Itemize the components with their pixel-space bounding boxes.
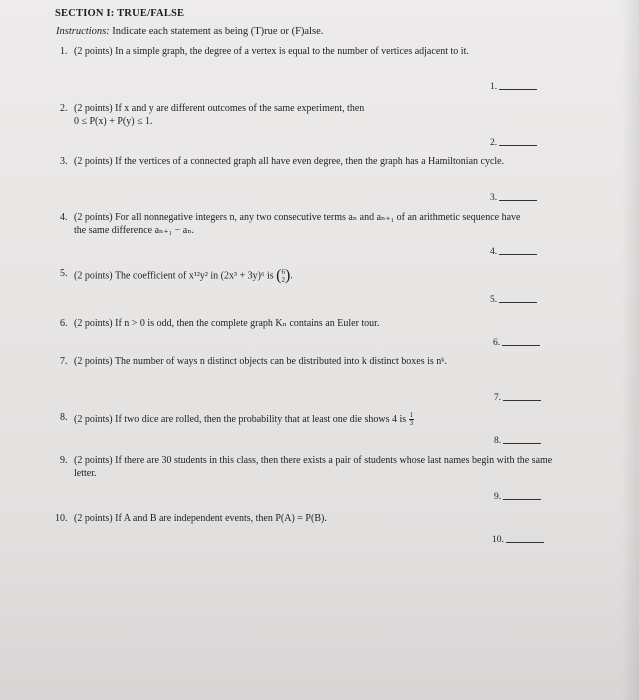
section-header: SECTION I: TRUE/FALSE bbox=[55, 8, 185, 19]
fraction-numerator: 1 bbox=[409, 411, 414, 419]
question-points: (2 points) bbox=[74, 318, 113, 329]
question-points: (2 points) bbox=[74, 103, 113, 114]
answer-blank-5[interactable] bbox=[490, 295, 537, 305]
answer-blank-10[interactable] bbox=[492, 535, 544, 545]
answer-blank-1[interactable] bbox=[490, 82, 537, 92]
answer-blank-3[interactable] bbox=[490, 193, 537, 203]
question-points: (2 points) bbox=[74, 156, 113, 167]
answer-line[interactable] bbox=[503, 400, 541, 401]
answer-line[interactable] bbox=[499, 200, 537, 201]
question-number: 7. bbox=[60, 356, 68, 367]
question-number: 9. bbox=[60, 455, 68, 466]
instructions bbox=[56, 26, 323, 37]
binom-top: 6 bbox=[281, 268, 285, 277]
answer-line[interactable] bbox=[499, 89, 537, 90]
answer-label: 10. bbox=[492, 535, 504, 545]
question-points: (2 points) bbox=[74, 46, 113, 57]
question-number: 4. bbox=[60, 212, 68, 223]
question-text: If two dice are rolled, then the probability that at least one die shows 4 is bbox=[115, 413, 407, 425]
answer-label: 9. bbox=[494, 492, 502, 502]
answer-blank-8[interactable] bbox=[494, 436, 541, 446]
instructions-label: Instructions: bbox=[56, 26, 110, 37]
answer-blank-6[interactable] bbox=[493, 338, 540, 348]
question-number: 10. bbox=[55, 513, 68, 524]
question-number: 1. bbox=[60, 46, 68, 57]
fraction-denominator: 3 bbox=[409, 419, 414, 427]
answer-blank-7[interactable] bbox=[494, 393, 541, 403]
answer-line[interactable] bbox=[503, 499, 541, 500]
answer-label: 1. bbox=[490, 82, 498, 92]
question-text: In a simple graph, the degree of a vertex is equal to the number of vertices adjacent to it. bbox=[115, 46, 469, 57]
question-text: If n > 0 is odd, then the complete graph Kₙ contains an Euler tour. bbox=[115, 318, 380, 329]
answer-blank-2[interactable] bbox=[490, 138, 537, 148]
question-text-formula: 0 ≤ P(x) + P(y) ≤ 1. bbox=[74, 115, 153, 127]
question-number: 2. bbox=[60, 103, 68, 114]
question-points: (2 points) bbox=[74, 455, 113, 466]
answer-label: 4. bbox=[490, 247, 498, 257]
answer-line[interactable] bbox=[499, 145, 537, 146]
answer-line[interactable] bbox=[503, 443, 541, 444]
question-number: 6. bbox=[60, 318, 68, 329]
question-number: 3. bbox=[60, 156, 68, 167]
question-text: The coefficient of x¹²y² in (2x³ + 3y)⁶ is bbox=[114, 270, 274, 282]
answer-label: 3. bbox=[490, 193, 498, 203]
answer-blank-9[interactable] bbox=[494, 492, 541, 502]
binomial-coefficient: (6 2) bbox=[276, 267, 291, 285]
question-text-end: . bbox=[290, 270, 293, 282]
answer-label: 5. bbox=[490, 295, 498, 305]
question-text: For all nonnegative integers n, any two consecutive terms aₙ and aₙ₊₁ of an arithmetic sequence have the same difference aₙ₊₁ − aₙ. bbox=[74, 212, 521, 236]
question-text: If x and y are different outcomes of the same experiment, then bbox=[115, 103, 365, 114]
answer-line[interactable] bbox=[506, 542, 544, 543]
question-text: If there are 30 students in this class, then there exists a pair of students whose last names begin with the same letter. bbox=[74, 455, 553, 479]
instructions-text: Indicate each statement as being (T)rue or (F)alse. bbox=[112, 26, 324, 37]
answer-line[interactable] bbox=[499, 302, 537, 303]
answer-label: 2. bbox=[490, 138, 498, 148]
answer-label: 8. bbox=[494, 436, 502, 446]
question-points: (2 points) bbox=[74, 356, 113, 367]
question-points: (2 points) bbox=[74, 413, 113, 425]
answer-label: 6. bbox=[493, 338, 501, 348]
question-points: (2 points) bbox=[74, 212, 113, 223]
question-text: If A and B are independent events, then P(A) = P(B). bbox=[115, 513, 327, 524]
question-points: (2 points) bbox=[74, 270, 113, 282]
answer-blank-4[interactable] bbox=[490, 247, 537, 257]
question-text: The number of ways n distinct objects can be distributed into k distinct boxes is nᵏ. bbox=[114, 356, 447, 367]
answer-label: 7. bbox=[494, 393, 502, 403]
answer-line[interactable] bbox=[502, 345, 540, 346]
question-text: If the vertices of a connected graph all have even degree, then the graph has a Hamiltonian cycle. bbox=[115, 156, 505, 167]
answer-line[interactable] bbox=[499, 254, 537, 255]
question-number: 8. bbox=[60, 412, 68, 423]
binom-bottom: 2 bbox=[281, 276, 285, 285]
fraction bbox=[409, 412, 415, 427]
question-number: 5. bbox=[60, 268, 68, 279]
question-points: (2 points) bbox=[74, 513, 113, 524]
